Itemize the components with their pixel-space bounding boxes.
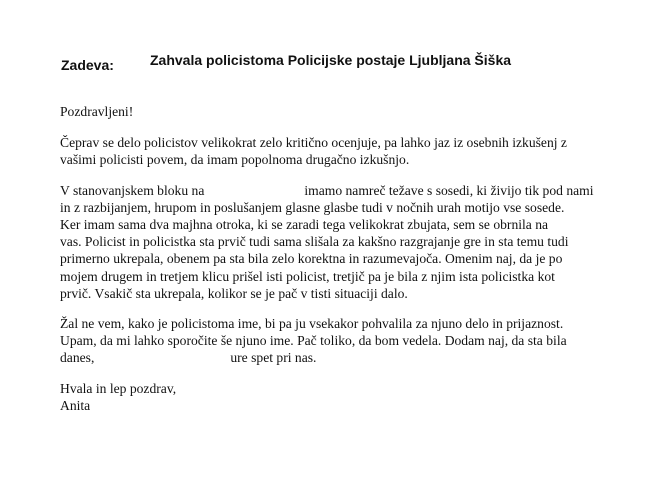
greeting: Pozdravljeni! <box>60 104 134 119</box>
paragraph-2-line: in z razbijanjem, hrupom in poslušanjem glasne glasbe tudi v nočnih urah motijo vse sosede. <box>60 199 565 215</box>
paragraph-3 <box>60 315 620 367</box>
paragraph-2 <box>60 182 620 302</box>
paragraph-2-line-end: imamo namreč težave s sosedi, ki živijo tik pod nami <box>304 182 594 198</box>
subject-label: Zadeva: <box>61 57 114 73</box>
redacted-date <box>94 361 230 362</box>
signature: Anita <box>60 397 91 413</box>
paragraph-1-line: Čeprav se delo policistov velikokrat zelo kritično ocenjuje, pa lahko jaz iz osebnih izkušenj z <box>60 135 567 151</box>
paragraph-2-line: Ker imam sama dva majhna otroka, ki se zaradi tega velikokrat zbujata, sem se obrnila na <box>60 217 549 233</box>
paragraph-1-line: vašimi policisti povem, da imam popolnoma drugačno izkušnjo. <box>60 152 410 168</box>
paragraph-2-line: prvič. Vsakič sta ukrepala, kolikor se je pač v tisti situaciji dalo. <box>60 285 408 301</box>
paragraph-3-line-start: danes, <box>60 350 95 366</box>
paragraph-3-line-end: ure spet pri nas. <box>230 350 317 366</box>
paragraph-3-line: Upam, da mi lahko sporočite še njuno ime. Pač toliko, da bom vedela. Dodam naj, da sta bila <box>60 333 567 349</box>
paragraph-2-line: primerno ukrepala, obenem pa sta bila zelo korektna in razumevajoča. Omenim naj, da je po <box>60 251 563 267</box>
paragraph-2-line: mojem drugem in tretjem klicu prišel isti policist, tretjič pa je bila z njim ista policistka kot <box>60 268 555 284</box>
paragraph-2-line: vas. Policist in policistka sta prvič tudi sama slišala za kakšno razgrajanje gre in sta temu tudi <box>60 234 569 250</box>
closing-block <box>60 380 620 414</box>
paragraph-2-line-start: V stanovanjskem bloku na <box>60 182 205 198</box>
paragraph-1 <box>60 134 620 168</box>
paragraph-3-line: Žal ne vem, kako je policistoma ime, bi pa ju vsekakor pohvalila za njuno delo in prijaznost. <box>60 316 564 332</box>
redacted-address <box>204 194 304 195</box>
subject-title: Zahvala policistoma Policijske postaje Ljubljana Šiška <box>150 52 512 68</box>
letter-body <box>60 103 620 414</box>
closing: Hvala in lep pozdrav, <box>60 380 177 396</box>
